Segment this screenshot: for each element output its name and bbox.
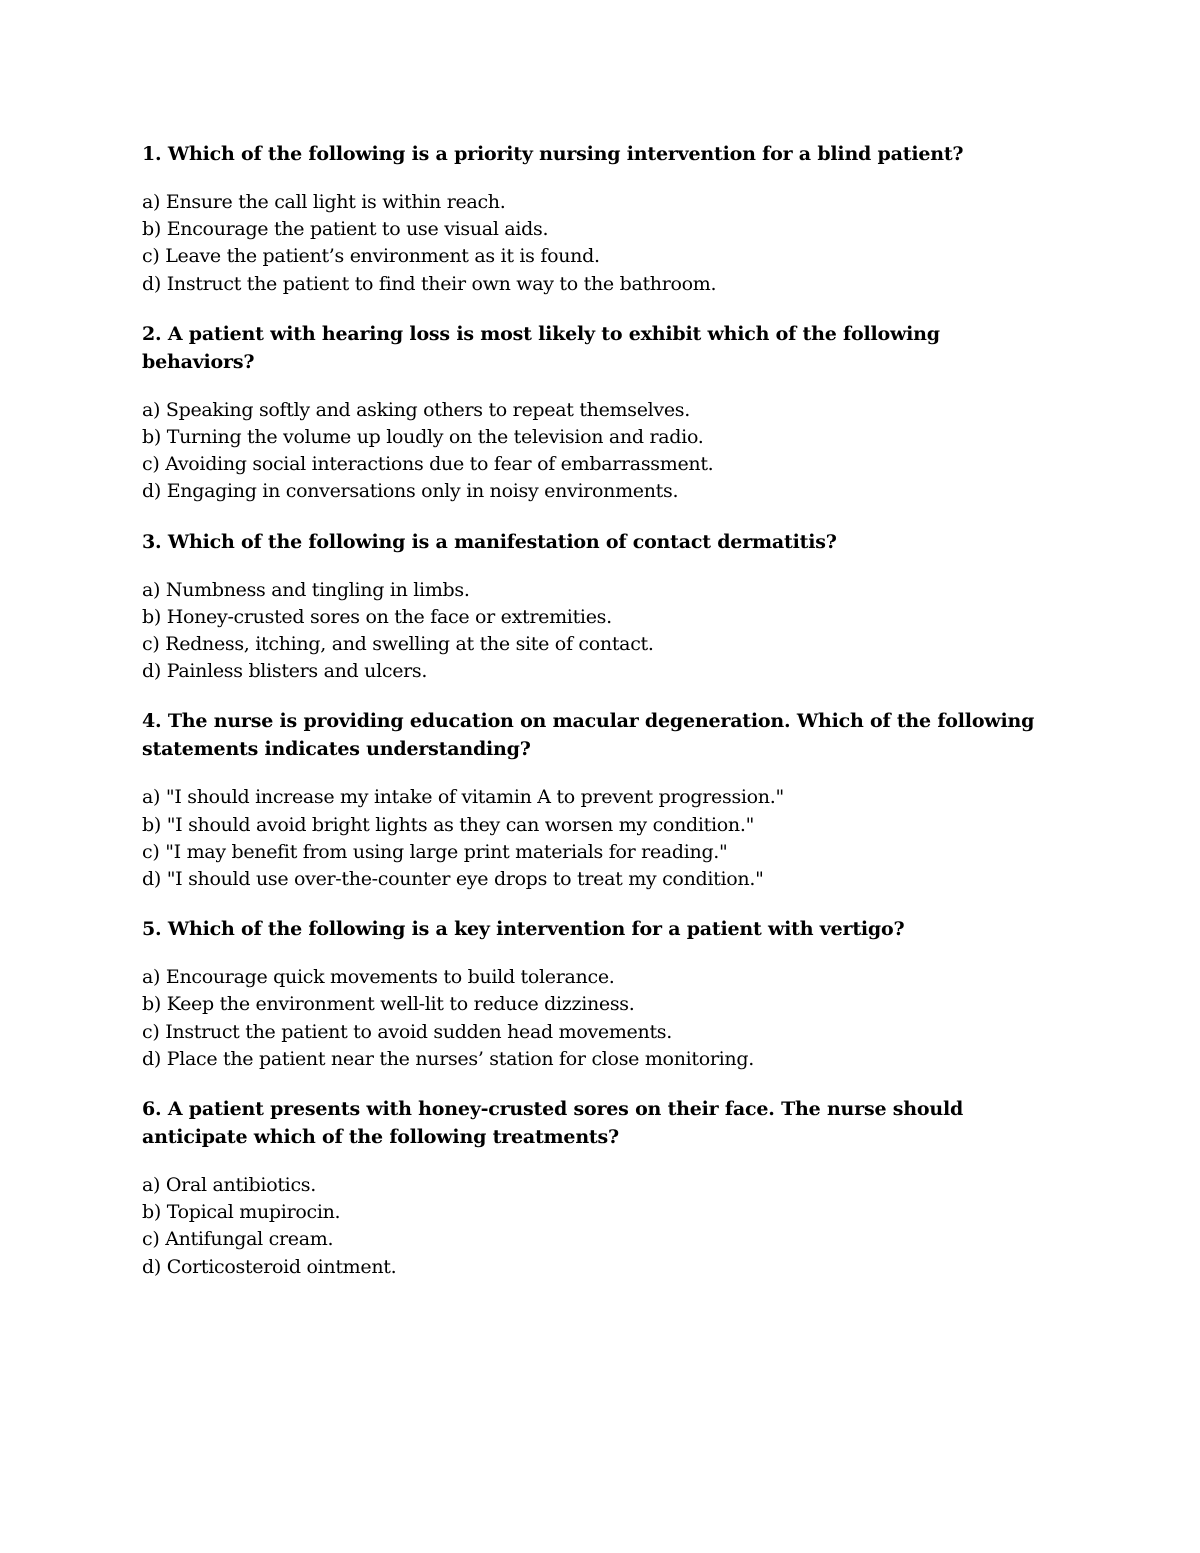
question-text: 6. A patient presents with honey-crusted sores on their face. The nurse should anticipate which of the following treatments? [142,1098,964,1149]
answer-option-d: d) Instruct the patient to find their own way to the bathroom. [142,272,717,295]
answer-option-a: a) Oral antibiotics. [142,1174,316,1197]
answer-option-c: c) Leave the patient’s environment as it is found. [142,245,600,268]
question-1 [142,140,1042,298]
question-text: 5. Which of the following is a key intervention for a patient with vertigo? [142,918,905,941]
question-text: 3. Which of the following is a manifestation of contact dermatitis? [142,530,837,553]
answer-option-d: d) Place the patient near the nurses’ station for close monitoring. [142,1047,754,1070]
question-text: 2. A patient with hearing loss is most likely to exhibit which of the following behaviors? [142,322,940,373]
question-text: 1. Which of the following is a priority nursing intervention for a blind patient? [142,143,964,165]
question-6 [142,1095,1042,1281]
answer-option-a: a) Encourage quick movements to build tolerance. [142,966,615,989]
answer-option-a: a) Ensure the call light is within reach. [142,191,506,213]
answer-option-a: a) "I should increase my intake of vitamin A to prevent progression." [142,786,784,809]
answer-options [142,577,1042,686]
answer-option-c: c) "I may benefit from using large print materials for reading." [142,840,728,863]
answer-option-a: a) Numbness and tingling in limbs. [142,578,470,601]
question-5 [142,915,1042,1073]
answer-option-b: b) Topical mupirocin. [142,1201,341,1224]
answer-option-b: b) Keep the environment well-lit to reduce dizziness. [142,993,635,1016]
answer-option-a: a) Speaking softly and asking others to repeat themselves. [142,398,690,421]
answer-option-c: c) Instruct the patient to avoid sudden head movements. [142,1020,672,1043]
answer-option-d: d) Engaging in conversations only in noisy environments. [142,480,679,503]
question-2 [142,320,1042,506]
answer-options [142,189,1042,298]
answer-option-c: c) Avoiding social interactions due to fear of embarrassment. [142,453,714,476]
answer-options [142,964,1042,1073]
answer-option-b: b) Turning the volume up loudly on the television and radio. [142,426,704,449]
question-4 [142,707,1042,893]
answer-options [142,1172,1042,1281]
answer-option-d: d) Corticosteroid ointment. [142,1255,397,1278]
answer-options [142,397,1042,506]
answer-option-c: c) Antifungal cream. [142,1228,334,1251]
answer-options [142,784,1042,893]
answer-option-b: b) Honey-crusted sores on the face or extremities. [142,605,612,628]
question-3 [142,528,1042,686]
question-text: 4. The nurse is providing education on macular degeneration. Which of the following statements indicates understanding? [142,710,1035,761]
document-page [142,140,1042,1303]
answer-option-b: b) "I should avoid bright lights as they can worsen my condition." [142,813,755,836]
answer-option-c: c) Redness, itching, and swelling at the site of contact. [142,633,654,656]
answer-option-d: d) Painless blisters and ulcers. [142,660,428,683]
answer-option-d: d) "I should use over-the-counter eye drops to treat my condition." [142,868,764,891]
answer-option-b: b) Encourage the patient to use visual aids. [142,218,549,241]
